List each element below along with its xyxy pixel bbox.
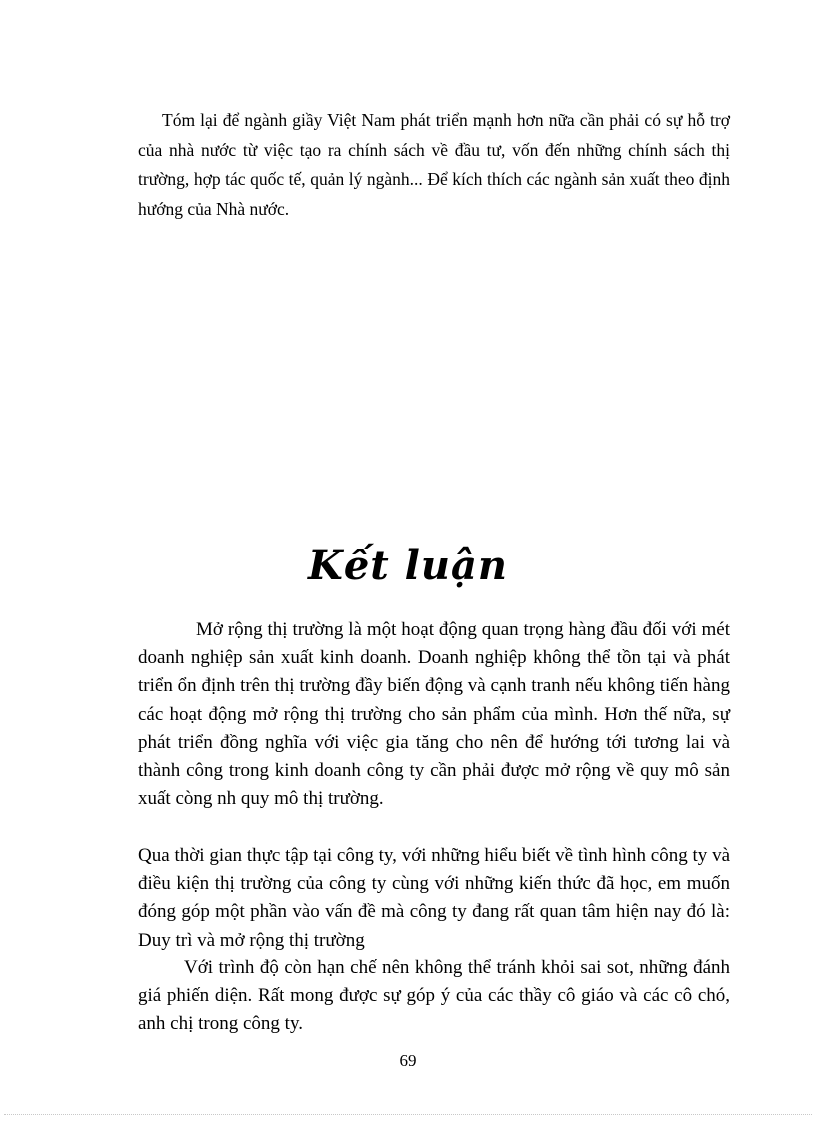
conclusion-paragraph-1: Mở rộng thị trường là một hoạt động quan trọng hàng đầu đối với mét doanh nghiệp sản xuất kinh doanh. Doanh nghiệp không thể tồn tại và phát triển ổn định trên thị trường đầy biến động và cạnh tranh nếu không tiến hàng các hoạt động mở rộng thị trường cho sản phẩm của mình. Hơn thế nữa, sự phát triển đồng nghĩa với việc gia tăng cho nên để hướng tới tương lai và thành công trong kinh doanh công ty cần phải được mở rộng về quy mô sản xuất còng nh quy mô thị trường. <box>138 619 730 810</box>
conclusion-paragraph-2: Qua thời gian thực tập tại công ty, với những hiểu biết về tình hình công ty và điều kiện thị trường của công ty cùng với những kiến thức đã học, em muốn đóng góp một phần vào vấn đề mà công ty đang rất quan tâm hiện nay đó là: Duy trì và mở rộng thị trường <box>138 845 730 951</box>
intro-paragraph: Tóm lại để ngành giầy Việt Nam phát triển mạnh hơn nữa cần phải có sự hỗ trợ của nhà nước từ việc tạo ra chính sách về đầu tư, vốn đến những chính sách thị trường, hợp tác quốc tế, quản lý ngành... Để kích thích các ngành sản xuất theo định hướng của Nhà nước. <box>138 110 730 219</box>
page-number: 69 <box>399 1051 417 1070</box>
page-bottom-divider <box>4 1114 812 1115</box>
conclusion-paragraph-3: Với trình độ còn hạn chế nên không thể tránh khỏi sai sot, những đánh giá phiến diện. Rất mong được sự góp ý của các thầy cô giáo và các cô chó, anh chị trong công ty. <box>138 957 730 1035</box>
section-title: Kết luận <box>308 542 508 589</box>
